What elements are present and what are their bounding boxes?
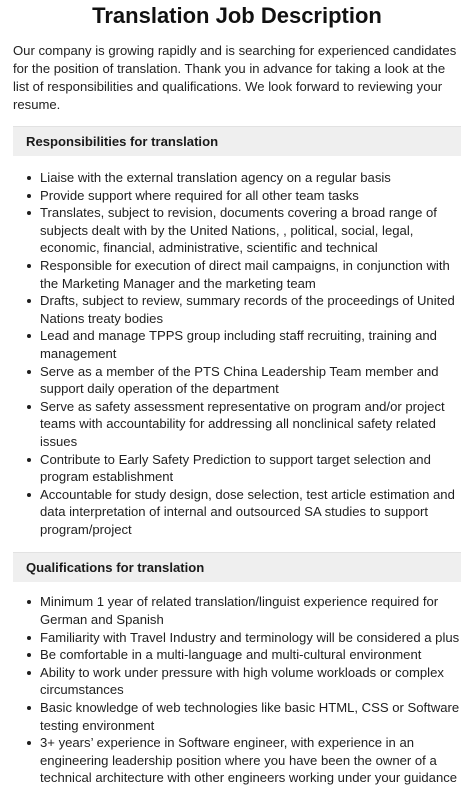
list-item: Provide support where required for all other team tasks xyxy=(40,187,461,205)
list-item: Translates, subject to revision, documents covering a broad range of subjects dealt with by the United Nations, , political, social, legal, economic, financial, administrative, scientific and technical xyxy=(40,204,461,257)
list-item: Be comfortable in a multi-language and multi-cultural environment xyxy=(40,646,461,664)
intro-paragraph: Our company is growing rapidly and is searching for experienced candidates for the position of translation. Thank you in advance for taking a look at the list of responsibilities and qualifications. We look forward to reviewing your resume. xyxy=(13,43,457,112)
list-item: Minimum 1 year of related translation/linguist experience required for German and Spanish xyxy=(40,593,461,628)
list-item: Lead and manage TPPS group including staff recruiting, training and management xyxy=(40,327,461,362)
qualifications-heading: Qualifications for translation xyxy=(13,552,461,582)
list-item: Accountable for study design, dose selection, test article estimation and data interpretation of internal and outsourced SA studies to support program/project xyxy=(40,486,461,539)
page-title: Translation Job Description xyxy=(92,3,382,28)
list-item: Serve as safety assessment representative on program and/or project teams with accountability for addressing all nonclinical safety related issues xyxy=(40,398,461,451)
list-item: Responsible for execution of direct mail campaigns, in conjunction with the Marketing Manager and the marketing team xyxy=(40,257,461,292)
list-item: 3+ years’ experience in Software engineer, with experience in an engineering leadership position where you have been the owner of a technical architecture with other engineers working under your guidance xyxy=(40,734,461,787)
list-item: Ability to work under pressure with high volume workloads or complex circumstances xyxy=(40,664,461,699)
responsibilities-list xyxy=(13,169,461,538)
list-item: Basic knowledge of web technologies like basic HTML, CSS or Software testing environment xyxy=(40,700,460,733)
list-item: Familiarity with Travel Industry and terminology will be considered a plus xyxy=(40,629,460,645)
list-item: Serve as a member of the PTS China Leadership Team member and support daily operation of the department xyxy=(40,363,461,398)
list-item: Contribute to Early Safety Prediction to support target selection and program establishment xyxy=(40,451,461,486)
qualifications-list xyxy=(13,593,461,787)
list-item: Liaise with the external translation agency on a regular basis xyxy=(40,169,461,187)
responsibilities-heading: Responsibilities for translation xyxy=(13,126,461,156)
list-item: Drafts, subject to review, summary records of the proceedings of United Nations treaty bodies xyxy=(40,292,461,327)
